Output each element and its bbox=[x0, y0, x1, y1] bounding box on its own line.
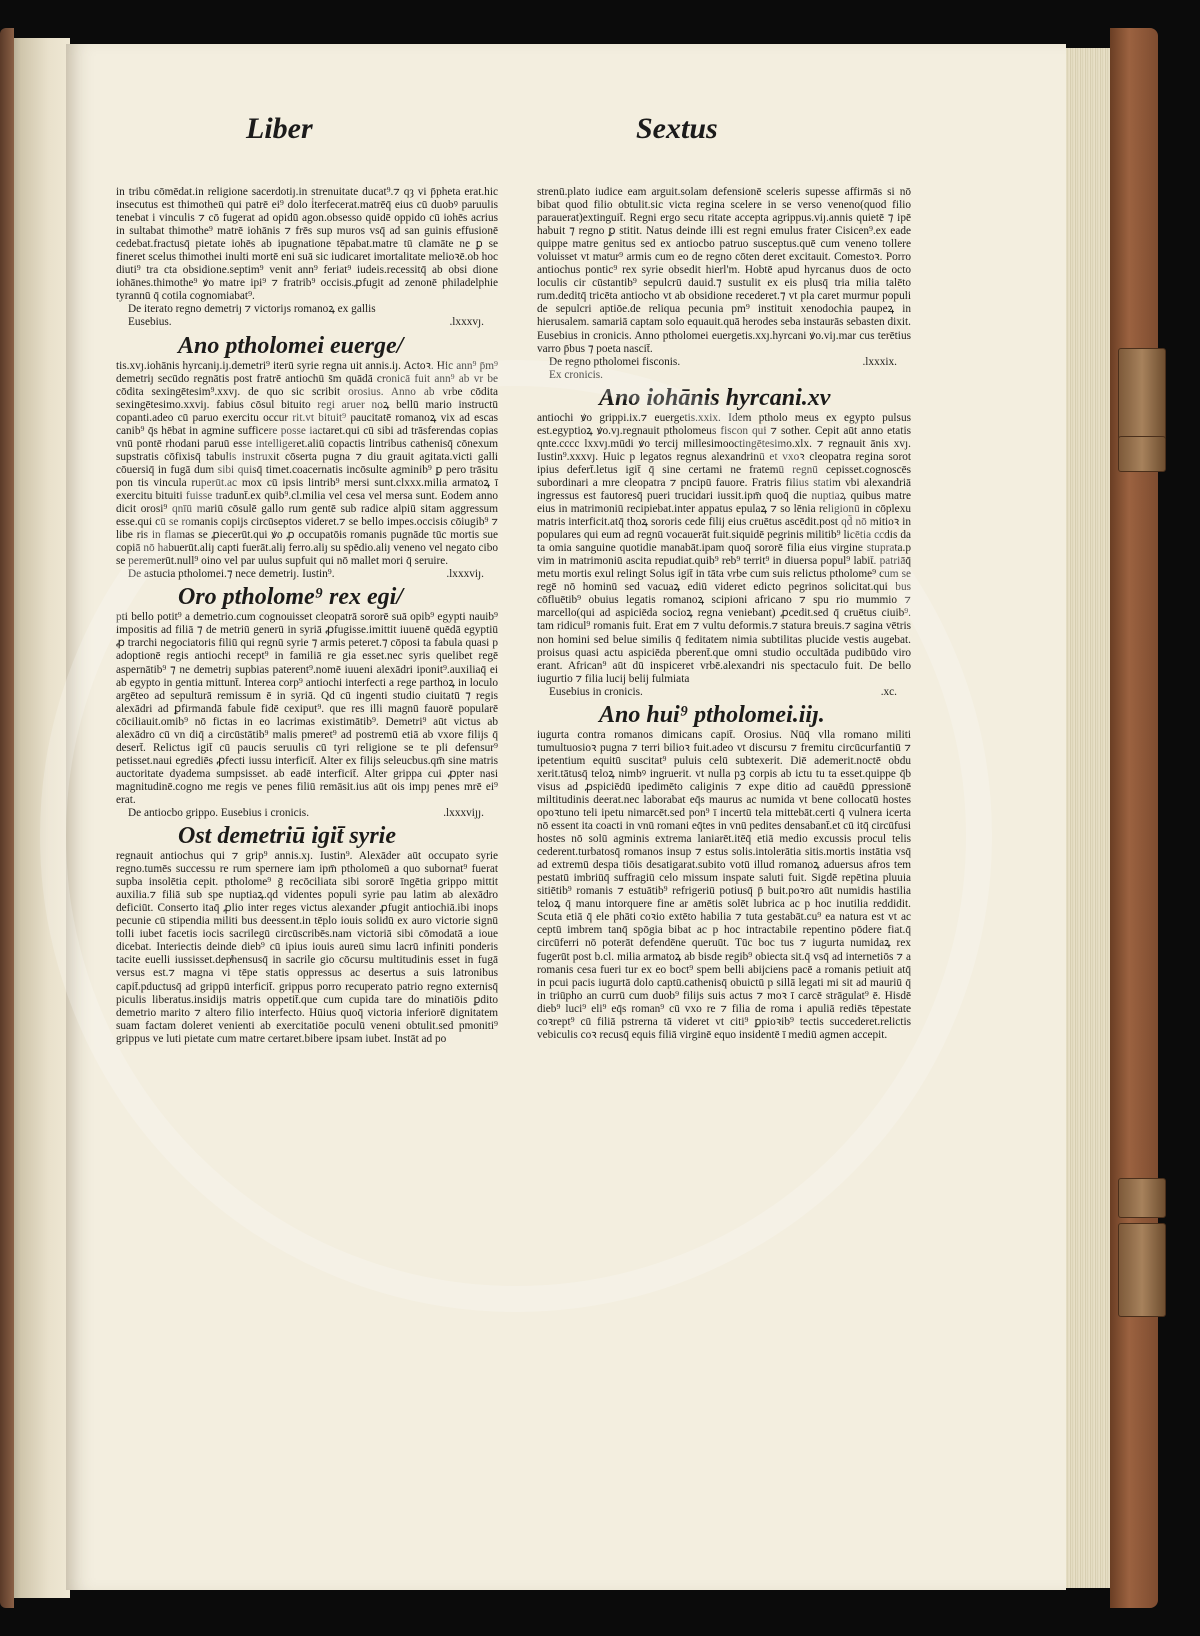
running-head-left: Liber bbox=[246, 112, 313, 145]
rubric-line: Ex cronicis. bbox=[549, 368, 603, 381]
section-heading: Ano iohānis hyrcani.xv bbox=[599, 384, 831, 411]
left-cover bbox=[0, 28, 14, 1608]
clasp-lower-2 bbox=[1118, 1223, 1166, 1317]
clasp-lower-1 bbox=[1118, 1178, 1166, 1218]
clasp-upper-2 bbox=[1118, 436, 1166, 472]
rubric-text: Eusebius in cronicis. bbox=[549, 685, 643, 698]
rubric-line bbox=[116, 316, 498, 329]
clasp-upper-1 bbox=[1118, 348, 1166, 440]
chapter-number: .lxxxviȷȷ. bbox=[443, 807, 484, 820]
rubric-line bbox=[116, 807, 498, 820]
right-column bbox=[537, 186, 911, 1042]
running-head-right: Sextus bbox=[636, 112, 718, 145]
rubric-text: De antiocbo grippo. Eusebius i cronicis. bbox=[128, 807, 310, 820]
section-heading: Ano ptholomei euerge/ bbox=[178, 332, 404, 359]
text-paragraph: strenū.plato iudice eam arguit.solam defensionē sceleris supesse affirmās si nō bibat quod filio obtulit.sic victa regina scelere in se verso veneno(quod filio parauerat)extinguit̄. Regni ergo secu ritate accepta agrippus.viȷ.annis quietē ⁊ ipē habuit ⁊ regno ꝑ stitit. Natus deinde illi est regni emulus frater Cisicen⁹.ex eade quippe matre genitus sed ex antiocbo patruo susceptus.quē cum veneno tollere voluisset vt matur⁹ armis cum eo de regno cōten deret excitauit. Comestoꝛ. Porro antiochus pontic⁹ rex syrie obsedit hierl'm. Hobtē apud hyrcanus duos de octo loculis cir cūstantib⁹ sepulcrū dauid.⁊ sustulit ex eis plusq̄ tria milia talēto rum.deditq̄ tricēta antiocho vt ab obsidione recederet.⁊ vt pla caret murmur populi de sepulcri aptiōe.de reliqua pecunia pm⁹ instituit xenodochia paupeꝝ in hierusalem. samariā captam solo equauit.quā herodes seba instaurās sebasten dixit. Eusebius in cronicis. Anno ptholomei euergetis.xxȷ.hyrcani ꝟo.viȷ.mar cus terētius varro p̄bus ⁊ poeta nascit̄. bbox=[537, 186, 911, 355]
text-paragraph: regnauit antiochus qui ⁊ grip⁹ annis.xȷ. Iustin⁹. Alexāder aūt occupato syrie regno.tumēs successu re rum spernere iam ipm̄ ptholomeū a quo subornat⁹ fuerat supba insolētia cepit. ptholome⁹ ḡ recōciliata sibi sororē īngētia grippo mittit auxilia.⁊ filiā sub spe nuptiaꝝ.qd videntes populi syrie pau latim ab alexādro deficiūt. Conserto itaq̄ ꝓlio inter reges victus alexander ꝓfugit antiochiā.ibi inops pecunie cū stipendia militi bus deessent.in tēplo iouis solidū ex auro victorie signū tolli iubet facetis iocis sacrilegū circūscribēs.nam victoriā sibi cōmodatā a ioue dicebat. Interiectis deinde dieb⁹ cū ipius iouis aureū simu lacrū infiniti ponderis tacite euelli iussisset.depͥhensusq̄ in sacrile gio cōcursu multitudinis esset in fugā versus est.⁊ magna vi tēpe statis oppressus ac desertus a suis latronibus capit̄.pductusq̄ ad grippū interficit̄. grippus porro recuperato patrio regno externisq̄ piculis liberatus.insidijs matris oppetit̄.que cum cupida tare do minatiōis ꝑdito demetrio marito ⁊ altero filio interfecto. Hūius quoq̄ victoria inferiorē dignitatem suam factam doleret venienti ab exercitatiōe poculū veneni obtulit.sed pmoniti⁹ grippus ve luti pietate cum matre certaret.bibere ipsam iubet. Instāt ad po bbox=[116, 850, 498, 1045]
rubric-line bbox=[537, 686, 911, 699]
rubric-text: De astucia ptholomei.⁊ nece demetriȷ. Iustin⁹. bbox=[128, 568, 335, 581]
section-heading: Ost demetriū igit̄ syrie bbox=[178, 823, 396, 850]
text-paragraph: pti bello potit⁹ a demetrio.cum cognouisset cleopatrā sororē suā opib⁹ egypti nauib⁹ impositis ad filiā ⁊ de metriū generū in syriā ꝓfugisse.imittit iuuenē quēdā egyptiū ꝓ trarchi negociatoris filiū qui regnū syrie ⁊ armis peteret.⁊ cōposi ta fabula quasi p adoptionē regis antiochi recept⁹ in familiā re gia esset.nec syris quelibet regē aspernātib⁹ ⁊ ne demetriȷ supbias paterent⁹.nomē iuueni alexādri iponit⁹.auxiliaq̄ ei ab egypto in gentia mittunt̄. Interea corp⁹ antiochi interfecti a rege parthoꝝ in loculo argēteo ad sepulturā remissum ē in syriā. Qd cū ingenti studio ciuitatū ⁊ regis alexādri ad ꝑfirmandā fabule fidē cexiput⁹. que res illi magnū fauorē popularē cōciliauit.omib⁹ nō fictas in eo lacrimas existimātib⁹. Demetri⁹ aūt victus ab alexādro cū vn diq̄ a circūstātib⁹ malis pmeret⁹ ad postremū etiā ab vxore filijs q̄ desert̄. Relictus igit̄ cū paucis seruulis cū tyri religione se te pli defensur⁹ petisset.naui egrediēs ꝓfecti iussu interficit̄. Alter ex filijs seleucbus.qm̄ sine matris auctoritate dyadema sumpsisset. ab eadē interficit̄. Alter grippa cui ꝓpter nasi magnitudinē.cogno me regis ve penes filiū remāsit.ius aūt ois impȷ penes mrē ei⁹ erat. bbox=[116, 611, 498, 806]
rubric-line: De iterato regno demetriȷ ⁊ victoriȷs romanoꝝ ex gallis bbox=[128, 303, 376, 316]
right-cover bbox=[1110, 28, 1158, 1608]
chapter-number: .xc. bbox=[880, 685, 897, 698]
text-paragraph: tis.xvȷ.iohānis hyrcaniȷ.iȷ.demetri⁹ iterū syrie regna uit annis.iȷ. Actoꝛ. Hic ann⁹ p̄m⁹ demetriȷ secūdo regnātis post fratrē antiochū s̄m quādā cronicā fuit ann⁹ ab vr be cōdita sexingētesim⁹.xxvȷ. de quo sic scribit orosius. Anno ab vrbe cōdita sexingētesimo.xxviȷ. fabius cōsul bituito regi aruer noꝝ bellū mario instructū copanti.adeo cū paruo exercitu occur rit.vt bituit⁹ paucitatē romanoꝝ vix ad escas canib⁹ q̄s hēbat in agmine sufficere posse iactaret.qui cū sibi ad trāsferendas copias vnū pontē rhodani paruū esse intelligeret.aliū copactis lintribus cathenisq̄ cōnexum supstratis cōfixisq̄ tabulis instruxit cōserta pugna ⁊ diu grauit agitata.victi galli cōuersiq̄ in fugā dum sibi quisq̄ timet.coacernatis incōsulte agminib⁹ ꝑ pero trāsitu pon tis vincula ruperūt.ac mox cū ipsis lintrib⁹ mersi sunt.clxxx.milia armatoꝝ ī exercitu bituiti fuisse tradunt̄.ex quib⁹.cl.milia vel cesa vel mersa sunt. Eodem anno dicit orosi⁹ qnīū mariū cōsulē gallo rum gentē sub radice alpiū sitam aggressum esse.qui cū se romanis copijs circūseptos videret.⁊ se bello impes.occisis cōiugib⁹ ⁊ libe ris in flamas se ꝓiecerūt.qui ꝟo ꝓ occupatōis romanis pugnāde tūc mortis sue copiā nō habuerūt.aliȷ capti fuerāt.aliȷ ferro.aliȷ su spēdio.aliȷ veneno vel negato cibo se peremerūt.null⁹ oino vel par uulus supfuit qui nō mallet mori q̄ seruire. bbox=[116, 359, 498, 568]
rubric-line bbox=[537, 356, 911, 369]
rubric-text: Eusebius. bbox=[128, 316, 172, 329]
chapter-number: .lxxxix. bbox=[862, 355, 897, 368]
section-heading: Ano hui⁹ ptholomei.iiȷ. bbox=[599, 701, 825, 728]
rubric-line bbox=[116, 568, 498, 581]
rubric-text: De regno ptholomei fisconis. bbox=[549, 355, 681, 368]
text-paragraph: iugurta contra romanos dimicans capit̄. Orosius. Nūq̄ vlla romano militi tumultuosioꝛ pugna ⁊ terri bilioꝛ fuit.adeo vt discursu ⁊ fremitu circūcurfantiū ⁊ ipetentium equitū suscitat⁹ puluis celū subtexerit. Diē ademerit.noctē obdu xerit.tātusq̄ teloꝝ nimbꝰ ingruerit. vt nulla pꝫ corpis ab ictu tu ta esset.quippe q̄b visus ad ꝓspiciēdū ipedimēto caliginis ⁊ expe ditio ad cauēdū ꝑpressionē miltitudinis deerat.nec laborabat eq̄s maurus ac numida vt bene collocatū hostes opoꝛtuno teli ipetu nimarcēt.sed pon⁹ ī incertū tela mittebāt.certi q̄ vulnera icerta nō essent ita coacti in vnū romani eq̄tes in vnū pedites densabant̄.et cū itq̄ circūfusi hostes nō solū agminis extrema laniarēt.itēq̄ etiā medio excussis procul telis cederent.turbatosq̄ romanos insup ⁊ estus solis.intolerātia sitis.mortis instātia vsq̄ ad extremū despa tiōis desatigarat.subito votū illud romanoꝝ aduersus afros tem pestatū imbriūq̄ suffragiū celo missum inspate saluti fuit. Sigdē repētina pluuia sitiētib⁹ romanis ⁊ estuātib⁹ refrigeriū potiusq̄ p̄ buit.poꝛro aūt numidis hastilia teloꝝ q̄ manu intorquere fine ar amētis solēt lubrica ac p hoc inutilia reddidit. Scuta etiā q̄ ele phāti coꝛio extēto habilia ⁊ tuta gestabāt.cu⁹ ea natura est vt ac ceptū imbrem tanq̄ spōgia bibat ac p hoc intractabile repentino pōdere fiat.q̄ circūferri nō poterāt defendēne queruūt. Tūc boc tus ⁊ iugurta numidaꝝ rex fugerūt post b.cl. milia armatoꝝ ab bisde regib⁹ obiecta sit.q̄ vsq̄ ad internetiōs ⁊ a romanis cesa fueri tur ex eo boct⁹ spem belli abijciens pacē a romanis petiuit atq̄ in pcui pacis iugurtā dolo captū.cathenisq̄ obuictū p sillā legati mi sit ad mauriū q̄ in triūpho an currū cum duob⁹ filijs suis actus ⁊ moꝛ ī carcē strāgulat⁹ ē. Hisdē dieb⁹ luci⁹ eli⁹ eq̄s roman⁹ cū vxo re ⁊ filia de roma i apuliā rediēs tēpestate coꝛrept⁹ cū filiā pstrerna tā videret vt citi⁹ ꝑpioꝛib⁹ tectis succederet.relictis vebiculis coꝛ recusq̄ equis filiā virginē equo insidentē ī mediū agmen accepit. bbox=[537, 728, 911, 1041]
chapter-number: .lxxxvȷ. bbox=[449, 316, 484, 329]
text-paragraph: antiochi ꝟo grippi.ix.⁊ euergetis.xxix. Idem ptholo meus ex egypto pulsus est.egyptioꝝ ꝟo.vȷ.regnauit ptholomeus fiscon qui ⁊ sother. Cepit aūt anno etatis qnte.cccc lxxvȷ.mūdi ꝟo tercij millesimooctingētesimo.xlx. ⁊ regnauit ānis xvȷ. Iustin⁹.xxxvȷ. Huic p legatos regnus alexandrinū et vxoꝛ cleopatra regina sorot ipius defert̄.letus igit̄ q̄ sine certami ne fratemū regnū cepisset.cognoscēs subordinari a mre cleopatra ⁊ pncipū fauore. Fratris filius statim vbi alexandriā ingressus est fautoresq̄ pueri trucidari iussit.ipm̄ quoq̄ die nuptiaꝝ quibus matre eius in matrimoniū recipiebat.inter appatus epulaꝝ ⁊ so lēnia religionū in cōplexu matris interficit.atq̄ thoꝝ sororis cede filij eius cruētus ascēdit.post qd̄ nō mitioꝛ in populares qui eum ad regnū vocauerāt fuit.siquidē pegrinis militib⁹ licētia ccdis da ta omia sanguine quotidie manabāt.ipam quoq̄ sororē filia eius virgine stuprata.p vim in matrimoniū ascita repudiat.quib⁹ reb⁹ territ⁹ in diuersa popul⁹ labit̄. patriāq̄ metu mortis exul relingt Solus igit̄ in tāta vrbe cum suis relictus ptholome⁹ cum se regē nō hominū sed vacuaꝝ ediū videret edicto pegrinos solicitat.qui bus cōfluētib⁹ obuius legatis romanoꝝ scipioni africano ⁊ spu rio mummio ⁊ marcello(qui ad aspiciēda socioꝝ regna veniebant) ꝓcedit.sed q̄ cruētus ciuib⁹. tam ridicul⁹ romanis fuit. Erat em ⁊ vultu deformis.⁊ statura breuis.⁊ sagina vētris non homini sed belue similis q̄ feditatem nimia subtilitas plucide vestis augebat. proisus quasi actu aspiciēda pberent̄.que omni studio occultāda pudibūdo viro erant. African⁹ aūt dū inspiceret vrbē.alexandri nis spectaculo fuit. De bello iugurtio ⁊ filia lucij belij fulmiata bbox=[537, 411, 911, 685]
text-paragraph: in tribu cōmēdat.in religione sacerdotiȷ.in strenuitate ducat⁹.⁊ qȝ vi p̄pheta erat.hic insecutus est thimotheū qui patrē ei⁹ dolo i̇terfecerat.matrēq̄ eius cū duobꝰ paruulis tenebat i vinculis ⁊ cō fugerat ad opidū agon.obsesso quidē oppido cū iohēs acrius in sultabat thimothe⁹ matrē iohānis ⁊ frēs sup muros vsq̄ ad san guinis effusionē cedebat.fractusq̄ pietate iohēs ab ipugnatione tēpabat.matre tū clamāte ne ꝑ se fineret scelus thimothei inulti mortē eni suā sic iudicaret imortalitate melioꝛē.ob hoc diuti⁹ tra cta obsidione.septim⁹ venit ann⁹ feriat⁹ iudeis.recessitq̄ ab obsi dione iohānes.thimothe⁹ ꝟo matre ipi⁹ ⁊ fratrib⁹ occisis.ꝓfugit ad zenonē philadelphie tyrannū q̄ cotila cognomiabat⁹. bbox=[116, 186, 498, 303]
section-heading: Oro ptholome⁹ rex egi/ bbox=[178, 584, 403, 611]
chapter-number: .lxxxviȷ. bbox=[446, 568, 484, 581]
page-stack bbox=[1066, 48, 1114, 1588]
left-column bbox=[116, 186, 498, 1046]
